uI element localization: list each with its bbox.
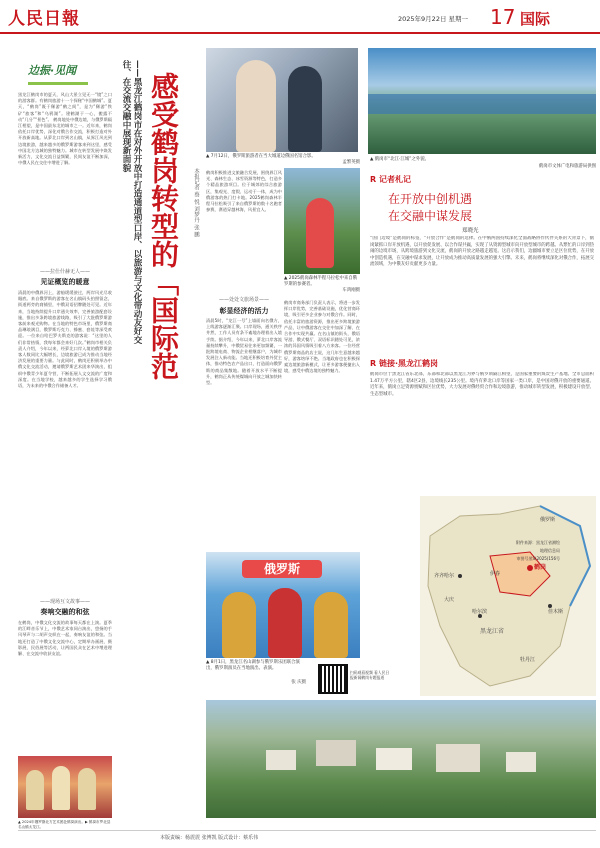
market-credit: 张 庆摄 xyxy=(291,680,306,685)
performance-photo xyxy=(18,756,112,818)
market-sign: 俄罗斯 xyxy=(242,560,322,578)
link-badge: R 链接·黑龙江鹤岗 xyxy=(370,359,438,368)
middle-body-text-1: 鹤岗积极推进文旅融合发展，围绕界江风光、森林生态、冰雪资源等特色，打造多个精品旅游项目。位于城郊的综合旅游区，集观光、度假、运动于一体，成为中俄游客的热门打卡地。2025鹤岗森林半程马拉松吸引了来自俄罗斯的数十名跑者参赛，赛道穿越林海，风景宜人。 xyxy=(206,170,282,213)
left-subhead-kicker-2: ——现场互文故事—— xyxy=(39,599,90,605)
tourists-photo xyxy=(206,48,358,152)
market-caption: ▲ 8月1日，黑龙江名山湖参与俄罗斯乐团联合演出，俄罗斯演员在当地演出、表演。 xyxy=(206,660,300,671)
map-source-1: 附件来源：黑龙江省测绘 xyxy=(516,540,560,545)
map-label-jiamusi: 佳木斯 xyxy=(548,609,564,615)
left-subhead-title-1: 见证概览的暖意 xyxy=(40,278,90,286)
map-label-russia: 俄罗斯 xyxy=(540,517,556,523)
regional-map xyxy=(420,496,596,696)
footer-rule xyxy=(18,830,596,831)
landscape-credit: 鹤岗市文体广电和旅游局供图 xyxy=(538,164,596,169)
commentary-title-line-1: 在开放中创机遇 xyxy=(388,192,473,206)
landscape-caption: ▲ 鹤岗市“北江·江城”之外貌。 xyxy=(370,157,430,162)
middle-body-text-2: 清晨5时，“龙江一号”上墙面向名俄方，上线游客逐渐汇聚。口岸现场，通关秩序井然，工作人员有条不紊地办理着出入境手续。据介绍，今年以来，萝北口岸客流量持续攀升，中俄贸易往来更加频繁，一批跨境电商、物流企业相继落户，为城市发展注入新动能。当地还积极培育外贸主体，推动特色农产品出口，打造面向俄罗斯的商品集散地。随着开放水平不断提升，鹤岗正从传统煤城向开放之城加快转型。 xyxy=(206,318,282,386)
map-label-daqing: 大庆 xyxy=(444,597,455,603)
map-label-harbin: 哈尔滨 xyxy=(472,609,488,615)
commentary-badge: R 记者札记 xyxy=(370,175,411,184)
map-source-3: 审图号黑S(2025)156号 xyxy=(516,556,560,561)
qr-code[interactable] xyxy=(318,664,348,694)
left-intro-text: 黑龙江鹤岗市的夏天，风山大景立见无一“镜”之口的游客群。有鹤岗旅游十一个探秘“中国鹤城”。夏天，“鹤岗”既于稀游“鹤之间”，是为“稀游”铁矿“旅客”和“乌鸦湖”。建鹤湖于一心，搬露不动“几分”“景色”。 鹤岗地处中俄边境，与俄罗斯隔江相望，是中国最东北的城市之一。近年来，鹤岗依托口岸优势，深化对俄合作交流，积极打造对外开放新高地。从萝北口岸到名山镇，从界江风光到边境旅游，越来越多的俄罗斯游客来到这里，感受中国北方边城的独特魅力。城市在转型发展中焕发新活力，文化交流日益频繁，民间友谊不断加深，中俄人民在交往中增进了解。 xyxy=(18,92,112,166)
column-badge: 边振·见闻 xyxy=(28,64,77,77)
market-photo xyxy=(206,552,360,658)
aerial-town-photo xyxy=(206,700,596,818)
qr-caption: 扫码观看视频 看人民日报新闻鹤岗专题报道 xyxy=(350,670,390,680)
performance-caption: ▲ 2024年俄罗斯北方艺术团赴鹤岗演出。▶ 鹤岗市罗北县名山镇太龙江。 xyxy=(18,820,111,829)
column-badge-underline xyxy=(28,82,88,85)
middle-subhead-title: 彰显经济的活力 xyxy=(219,307,269,315)
map-label-province: 黑龙江省 xyxy=(480,628,505,635)
middle-subhead-kicker: ——处处文旅场景—— xyxy=(218,297,269,303)
marathon-caption: ▲ 2025鹤岗森林半程马拉松中来自俄罗斯的参赛者。 xyxy=(284,276,358,287)
commentary-title-line-2: 在交融中谋发展 xyxy=(388,209,473,223)
middle-body-text-3: 鹤岗市商务部门负责人表示，将进一步发挥口岸优势，完善基础设施，优化营商环境，吸引更多企业参与对俄合作。同时，依托丰富的旅游资源，推出更多跨境旅游产品，让中俄游客在交往中加深了解、在合作中实现共赢。在名山镇的街头，俄语导游、俄式餐厅、双语标识随处可见，浓浓的异国风情吸引着八方来客。一位经营俄罗斯商品的店主说，这几年生意越来越好，游客络绎不绝。当地政府也在积极探索边境旅游新模式，让更多游客便捷出入境，感受中俄边境的独特魅力。 xyxy=(284,300,360,374)
issue-date: 2025年9月22日 星期一 xyxy=(398,15,469,23)
map-source-2: 地理信息局 xyxy=(540,548,560,553)
left-subhead-kicker-1: ——拉仕什赫无人—— xyxy=(39,269,90,275)
landscape-photo xyxy=(368,48,596,154)
left-body-text-2: 在鹤岗，中俄文化交流的故事每天都在上演。夏季的江畔音乐节上，中俄艺术家同台演出，悠扬的手风琴声与二胡声交织在一起，奏响友谊的和弦。当地还打造了中俄文化交流中心，定期举办画展、摄影展、民俗展等活动，让两国民众在艺术中增进理解、在交流中收获友谊。 xyxy=(18,620,112,657)
headline-kicker: ——黑龙江鹤岗市在对外开放中打造通道型口岸、以旅游与文化带动友好交往、在交流交融中展现新面貌 xyxy=(121,60,142,344)
commentary-author: 郑晓光 xyxy=(462,228,479,234)
footer-editors: 本版责编：杨震震 张博凯 版式设计：蔡乐伟 xyxy=(160,835,259,841)
marathon-credit: 车鸿刚摄 xyxy=(342,288,360,293)
left-subhead-title-2: 奏响交融的和弦 xyxy=(40,608,90,616)
newspaper-logo: 人民日報 xyxy=(8,9,80,29)
page-number: 17 xyxy=(490,5,516,29)
map-label-qiqihar: 齐齐哈尔 xyxy=(434,573,455,579)
tourists-caption: ▲ 7月12日，俄罗斯旅游者在当大城道边俄国名馆合影。 xyxy=(206,154,316,159)
map-label-yichun: 伊春 xyxy=(490,571,501,577)
tourists-credit: 孟繁英摄 xyxy=(342,160,360,165)
headline-byline: 本报记者 蔡 悦 刘梦丹 张 鹏 xyxy=(193,168,199,238)
left-body-text-1: 清晨的中俄界河上，游船缓缓驶过，两岸风光尽收眼底。来自俄罗斯的游客在名山镇码头拍照留念，街道两旁的商铺里，中俄双语招牌随处可见。近年来，当地持续提升口岸通关效率，完善旅游配套设施，推出多条跨境旅游线路，吸引了大批俄罗斯游客前来观光购物。在当地的特色市场里，俄罗斯商品琳琅满目，俄罗斯巧克力、蜂蜜、套娃等深受欢迎。一位来自哈巴罗夫斯克的游客说：“这里的人们非常热情，我每年都会来好几次。”鹤岗市相关负责人介绍，今年以来，经萝北口岸入境的俄罗斯游客人数同比大幅增长，边境旅游已成为推动当地经济发展的重要力量。与此同时，鹤岗还积极举办中俄文化交流活动，邀请俄罗斯艺术团来华演出，组织中俄青少年夏令营，不断拓展人文交流的广度和深度。在当地学校，越来越多的学生选择学习俄语，为未来的中俄合作储备人才。 xyxy=(18,290,112,389)
marathon-photo xyxy=(284,168,360,274)
map-label-mudanjiang: 牡丹江 xyxy=(520,657,536,663)
link-body-text: 鹤岗市位于黑龙江省东北部，东部和北部以黑龙江为界与俄罗斯隔江相望，是国家重要的煤炭生产基地。全市总面积1.47万平方公里，辖4区2县，边境线长235公里。境内有萝北口岸等国家一类口岸，是中国对俄开放的重要通道。近年来，鹤岗立足资源禀赋和区位优势，大力发展对俄经贸合作和边境旅游，推动城市转型发展，积极建设开放型、生态型城市。 xyxy=(370,372,594,397)
section-label: 国际 xyxy=(520,10,551,28)
map-label-hegang: 鹤岗 xyxy=(534,564,547,571)
commentary-body-text: “国门边境”是鹤岗的标签，“开放合作”是鹤岗的选择。在中俄两国持续深化全面战略协作伙伴关系的大背景下，鹤岗紧抓口岸开放机遇，以开放促发展、以合作谋共赢，实现了从资源型城市向开放型城市的跨越。从繁忙的口岸到热闹的边境市场，从跨境旅游到文化交流，鹤岗的开放之路越走越宽。这启示我们，边疆城市要立足区位优势，在开放中创造机遇，在交融中谋求发展，让开放成为推动高质量发展的强大引擎。未来，鹤岗将继续深化对俄合作，拓展交流领域，为中俄友好贡献更多力量。 xyxy=(370,236,594,268)
headline-main: 感受鹤岗转型的「国际范 xyxy=(147,72,180,380)
